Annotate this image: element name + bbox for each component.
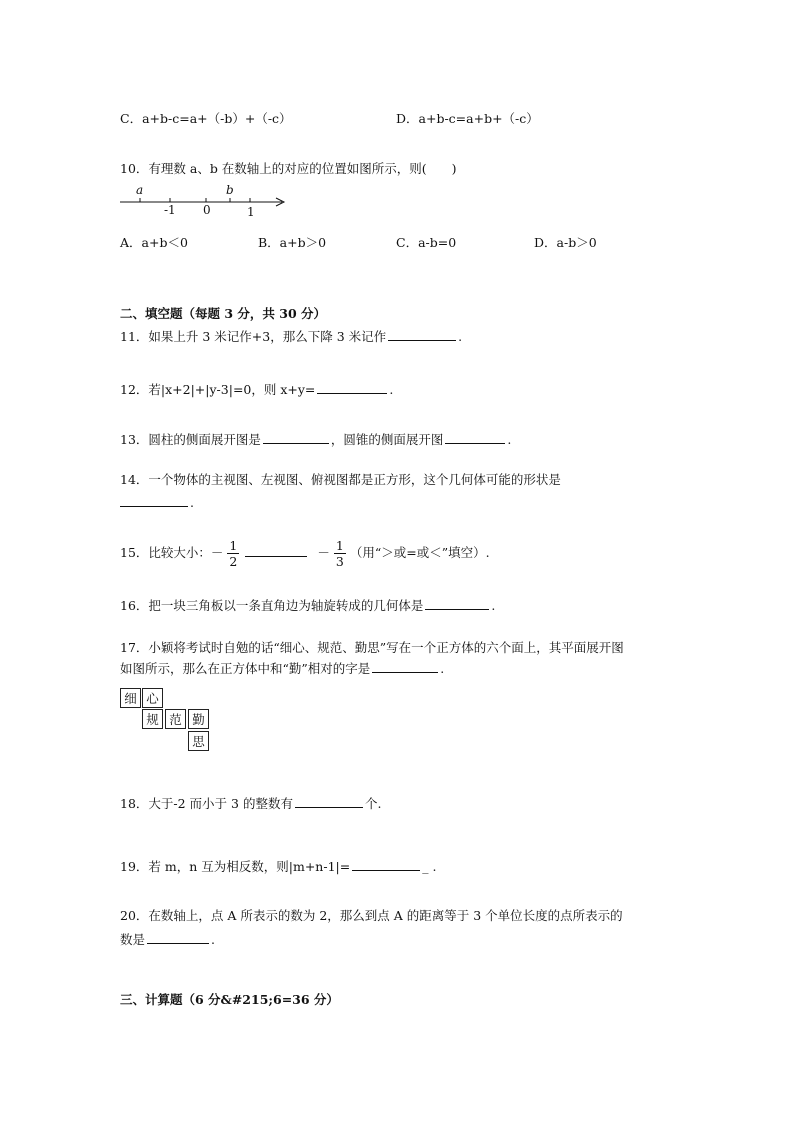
q18-text: 18．大于-2 而小于 3 的整数有 [120, 796, 293, 811]
q18 [120, 795, 381, 812]
q20-text: 数是 [120, 932, 146, 947]
net-cell-fan: 范 [165, 709, 186, 729]
q15-numerator-1: 1 [229, 538, 238, 553]
net-cell-qin: 勤 [188, 709, 209, 729]
q19-answer-blank[interactable] [352, 858, 420, 871]
q11 [120, 328, 462, 345]
q13-end: . [507, 432, 512, 447]
q13-answer-blank-1[interactable] [263, 431, 329, 444]
q16-answer-blank[interactable] [425, 597, 489, 610]
q17-line2 [120, 660, 444, 677]
section-3-title: 三、计算题（6 分&#215;6=36 分） [120, 992, 339, 1007]
q14-answer-blank[interactable] [120, 494, 188, 507]
q15-answer-blank[interactable] [245, 544, 307, 557]
q9-option-c: C．a+b-c=a+（-b）+（-c） [120, 111, 292, 126]
q10-option-b: B．a+b＞0 [258, 235, 327, 250]
label-a: a [136, 183, 144, 197]
net-cell-si: 思 [188, 731, 209, 751]
q18-answer-blank[interactable] [295, 795, 363, 808]
q15-fraction-2 [334, 538, 346, 569]
q20-answer-blank[interactable] [147, 931, 209, 944]
q14-line1: 14．一个物体的主视图、左视图、俯视图都是正方形，这个几何体可能的形状是 [120, 472, 561, 487]
q12-end: . [389, 382, 394, 397]
q10-option-d: D．a-b＞0 [534, 235, 597, 250]
q16-end: . [491, 598, 496, 613]
q10-stem: 10．有理数 a、b 在数轴上的对应的位置如图所示，则( ) [120, 161, 457, 176]
q14-line2 [120, 494, 194, 511]
q15-fraction-1 [227, 538, 239, 569]
label-0: 0 [203, 203, 211, 217]
q11-answer-blank[interactable] [388, 328, 456, 341]
number-line-figure [116, 180, 292, 220]
q17-text: 如图所示，那么在正方体中和“勤”相对的字是 [120, 661, 371, 676]
q10-option-a: A．a+b＜0 [120, 235, 188, 250]
section-2-title: 二、填空题（每题 3 分，共 30 分） [120, 306, 327, 321]
q17-line1: 17．小颖将考试时自勉的话“细心、规范、勤思”写在一个正方体的六个面上，其平面展开图 [120, 640, 624, 655]
q16-text: 16．把一块三角板以一条直角边为轴旋转成的几何体是 [120, 598, 424, 613]
label-b: b [226, 183, 234, 197]
q15-denominator-2: 3 [335, 554, 344, 569]
q13 [120, 431, 511, 448]
q17-end: . [440, 661, 445, 676]
net-cell-xin: 心 [142, 688, 163, 708]
q12 [120, 381, 393, 398]
cube-net-figure [120, 688, 220, 758]
q15-tail: （用“＞或=或＜”填空）. [349, 545, 490, 560]
q19-text: 19．若 m，n 互为相反数，则|m+n-1|= [120, 859, 351, 874]
q15-minus-2: － [317, 545, 330, 560]
q13-text-a: 13．圆柱的侧面展开图是 [120, 432, 261, 447]
q10-option-c: C．a-b=0 [396, 235, 457, 250]
q11-end: . [458, 329, 463, 344]
q20-end: . [211, 932, 215, 947]
q15 [120, 536, 490, 570]
q20-line2 [120, 931, 215, 948]
q15-denominator-1: 2 [229, 554, 238, 569]
q15-minus-1: － [210, 545, 224, 560]
q18-end: 个. [364, 796, 382, 811]
q9-option-d: D．a+b-c=a+b+（-c） [396, 111, 539, 126]
q12-text: 12．若|x+2|+|y-3|=0，则 x+y= [120, 382, 316, 397]
q14-end: . [190, 495, 194, 510]
q19-end: _ . [422, 859, 437, 874]
q20-line1: 20．在数轴上，点 A 所表示的数为 2，那么到点 A 的距离等于 3 个单位长度的点所表示的 [120, 908, 623, 923]
q15-text: 15．比较大小： [120, 545, 211, 560]
q19 [120, 858, 436, 875]
q11-text: 11．如果上升 3 米记作+3，那么下降 3 米记作 [120, 329, 387, 344]
q13-answer-blank-2[interactable] [445, 431, 505, 444]
label-1: 1 [247, 205, 255, 219]
q16 [120, 597, 495, 614]
q17-answer-blank[interactable] [372, 660, 438, 673]
label-neg1: -1 [164, 203, 176, 217]
net-cell-xi: 细 [120, 688, 141, 708]
q12-answer-blank[interactable] [317, 381, 387, 394]
q15-numerator-2: 1 [335, 538, 344, 553]
q13-text-b: ，圆锥的侧面展开图 [330, 432, 444, 447]
net-cell-gui: 规 [142, 709, 163, 729]
